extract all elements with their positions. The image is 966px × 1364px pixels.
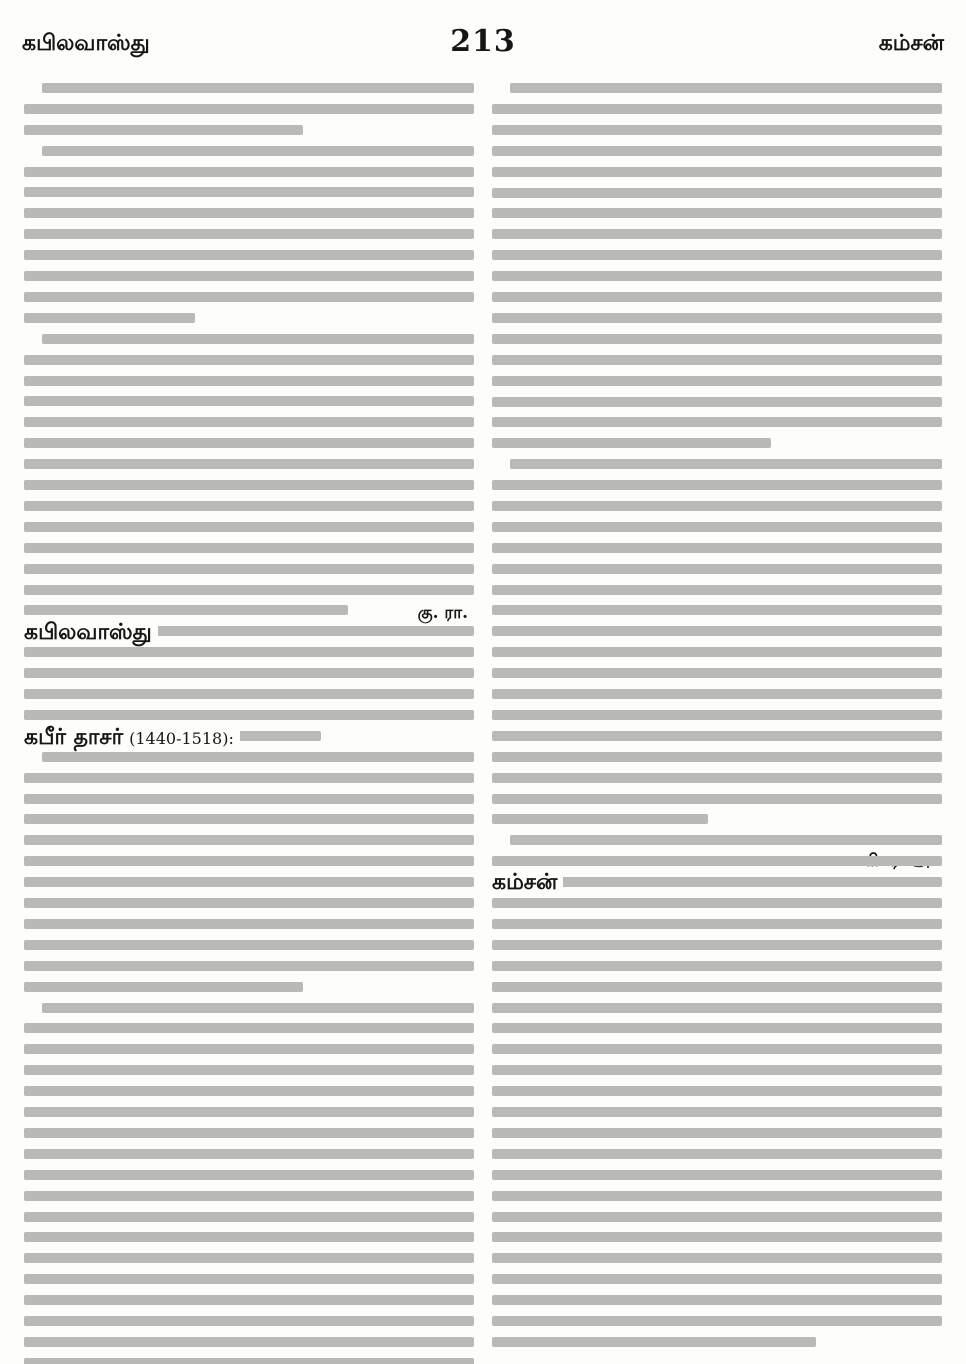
text-line	[492, 710, 942, 720]
text-line	[42, 146, 474, 156]
text-line	[42, 334, 474, 344]
entry-headword-title: கபீர் தாசர்	[24, 725, 124, 750]
text-line	[24, 313, 195, 323]
text-line	[492, 1337, 816, 1347]
text-line	[492, 417, 942, 427]
text-line	[24, 501, 474, 511]
text-line	[492, 814, 708, 824]
text-line	[492, 605, 942, 615]
text-line	[24, 647, 474, 657]
text-line	[492, 1212, 942, 1222]
text-line	[492, 1065, 942, 1075]
author-signoff: கு. ரா.	[412, 602, 468, 624]
text-line	[24, 396, 474, 406]
text-line	[24, 1232, 474, 1242]
text-line	[492, 940, 942, 950]
paragraph-kurinji	[24, 141, 474, 329]
text-line	[24, 794, 474, 804]
text-line	[24, 417, 474, 427]
text-line	[24, 208, 474, 218]
text-line	[492, 982, 942, 992]
text-line	[492, 522, 942, 532]
text-line	[492, 1295, 942, 1305]
text-line	[24, 376, 474, 386]
text-line	[24, 1170, 474, 1180]
text-line	[492, 689, 942, 699]
text-line	[24, 1358, 474, 1364]
text-line	[492, 104, 942, 114]
text-line	[24, 1086, 474, 1096]
text-line	[492, 438, 771, 448]
text-line	[24, 459, 474, 469]
paragraph-continuation	[24, 78, 474, 141]
text-line	[492, 668, 942, 678]
text-line	[24, 898, 474, 908]
text-line	[492, 647, 942, 657]
text-line	[492, 856, 942, 866]
text-line	[492, 376, 942, 386]
text-line	[492, 1232, 942, 1242]
text-line	[24, 1023, 474, 1033]
text-line	[24, 1253, 474, 1263]
text-line	[24, 961, 474, 971]
text-line	[492, 146, 942, 156]
text-line	[24, 1107, 474, 1117]
paragraph-kabir-teachings	[492, 454, 942, 830]
text-line	[24, 668, 474, 678]
text-line	[24, 856, 474, 866]
text-line	[492, 167, 942, 177]
text-line	[24, 1128, 474, 1138]
text-line	[492, 1316, 942, 1326]
text-line	[492, 1044, 942, 1054]
text-line	[492, 229, 942, 239]
text-line	[24, 250, 474, 260]
text-line	[42, 1003, 474, 1013]
text-line	[492, 794, 942, 804]
text-line	[24, 919, 474, 929]
text-line	[510, 459, 942, 469]
text-line	[492, 543, 942, 553]
text-line	[492, 1170, 942, 1180]
entry-headword-dates: (1440-1518):	[129, 729, 234, 748]
text-line	[24, 229, 474, 239]
text-line	[492, 1023, 942, 1033]
text-line	[492, 1274, 942, 1284]
text-line	[492, 919, 942, 929]
text-line	[492, 188, 942, 198]
text-line	[492, 1128, 942, 1138]
text-line	[492, 208, 942, 218]
text-line	[24, 271, 474, 281]
text-line	[492, 1191, 942, 1201]
text-line	[510, 83, 942, 93]
text-line	[24, 689, 474, 699]
text-line	[492, 292, 942, 302]
text-line	[492, 1149, 942, 1159]
text-line	[492, 585, 942, 595]
text-line	[24, 835, 474, 845]
text-line	[24, 1044, 474, 1054]
text-line	[24, 982, 303, 992]
text-line	[24, 564, 474, 574]
entry-headword: கபிலவாஸ்து	[24, 620, 158, 646]
text-line	[24, 1149, 474, 1159]
text-line	[492, 480, 942, 490]
page-number: 213	[450, 24, 516, 59]
text-line	[24, 438, 474, 448]
text-line	[492, 125, 942, 135]
running-head-right: கம்சன்	[878, 30, 944, 56]
paragraph-kabir-birth	[24, 998, 474, 1364]
text-line	[24, 710, 474, 720]
text-line	[24, 355, 474, 365]
text-line	[492, 898, 942, 908]
entry-headword: கம்சன்	[492, 870, 563, 896]
text-line	[492, 1086, 942, 1096]
text-line	[492, 626, 942, 636]
text-line	[492, 1003, 942, 1013]
page-header	[0, 24, 966, 64]
text-line	[24, 1316, 474, 1326]
entry-kabir	[24, 747, 474, 998]
entry-headword	[24, 725, 240, 752]
text-line	[24, 167, 474, 177]
text-line	[492, 564, 942, 574]
text-line	[492, 773, 942, 783]
paragraph-kabir-ramananda	[492, 78, 942, 454]
left-column	[24, 78, 474, 1348]
text-line	[24, 543, 474, 553]
text-line	[24, 104, 474, 114]
text-line	[24, 522, 474, 532]
text-line	[42, 752, 474, 762]
text-line	[24, 187, 474, 197]
right-column	[492, 78, 942, 1348]
text-line	[492, 250, 942, 260]
text-line	[24, 814, 474, 824]
text-line	[24, 1295, 474, 1305]
text-line	[492, 271, 942, 281]
text-line	[24, 1337, 474, 1347]
text-line	[24, 292, 474, 302]
text-line	[492, 1107, 942, 1117]
text-line	[492, 752, 942, 762]
text-line	[24, 940, 474, 950]
text-line	[492, 501, 942, 511]
text-line	[492, 355, 942, 365]
text-line	[24, 1191, 474, 1201]
text-line	[24, 605, 348, 615]
text-line	[24, 585, 474, 595]
text-line	[492, 961, 942, 971]
paragraph-other-poets	[24, 329, 474, 622]
text-line	[24, 480, 474, 490]
running-head-left: கபிலவாஸ்து	[22, 30, 150, 56]
text-line	[24, 125, 303, 135]
text-line	[42, 83, 474, 93]
text-line	[492, 313, 942, 323]
entry-kamsan	[492, 830, 942, 1353]
text-line	[24, 1212, 474, 1222]
text-line	[510, 835, 942, 845]
text-line	[492, 1253, 942, 1263]
text-line	[492, 731, 942, 741]
text-line	[24, 877, 474, 887]
text-line	[24, 1065, 474, 1075]
text-line	[492, 334, 942, 344]
text-line	[492, 397, 942, 407]
text-line	[24, 773, 474, 783]
text-line	[24, 1274, 474, 1284]
